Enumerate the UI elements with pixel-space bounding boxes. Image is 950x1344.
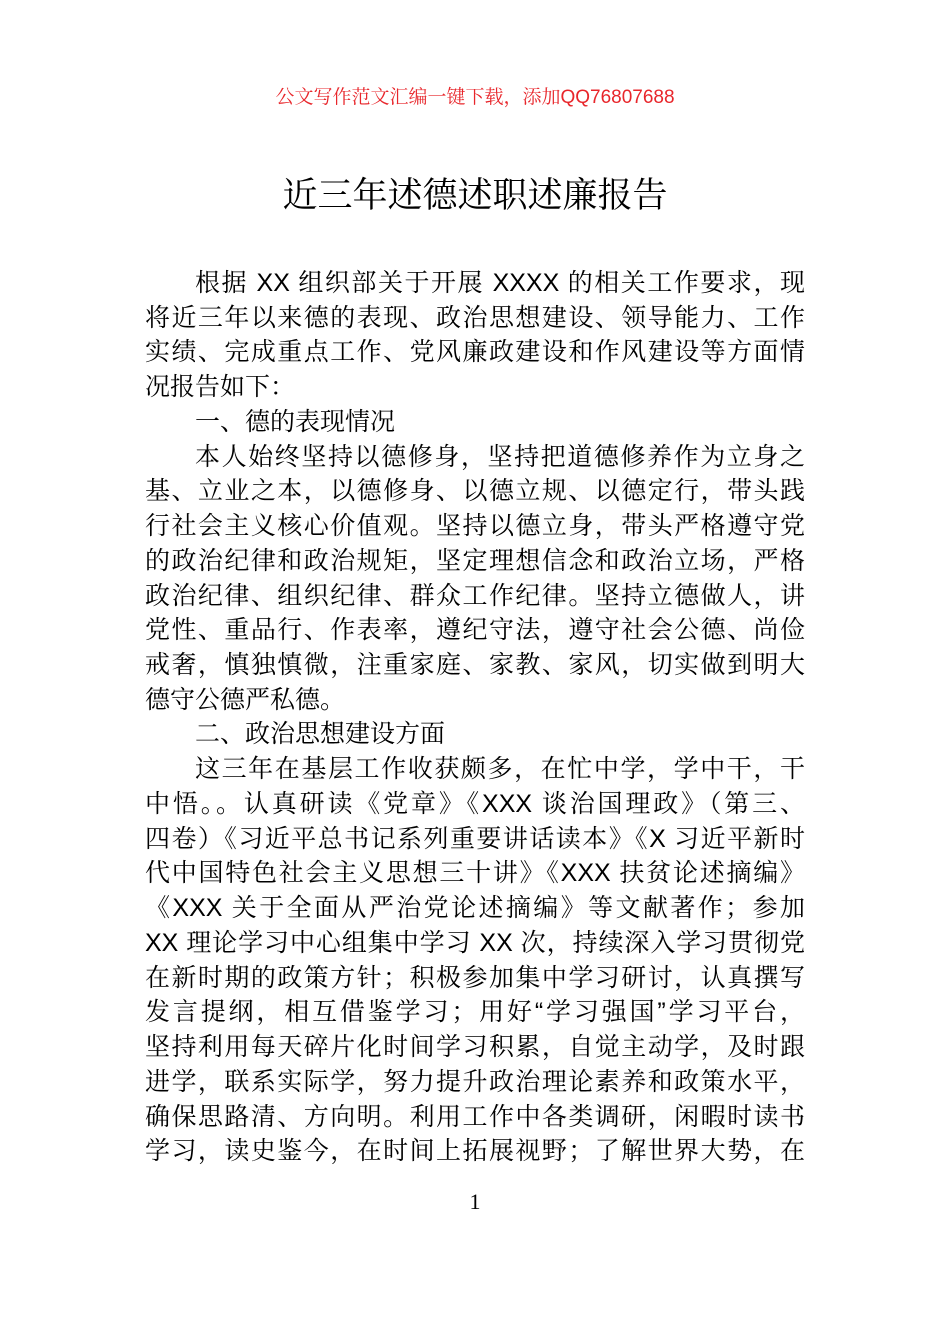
paragraph-line: XX 理论学习中心组集中学习 XX 次，持续深入学习贯彻党: [145, 928, 805, 957]
paragraph-line: 根据 XX 组织部关于开展 XXXX 的相关工作要求，现: [195, 269, 805, 297]
section-heading: 二、政治思想建设方面: [195, 720, 446, 749]
paragraph-line: 《XXX 关于全面从严治党论述摘编》等文献著作；参加: [145, 894, 805, 923]
paragraph-line: 基、立业之本，以德修身、以德立规、以德定行，带头践: [145, 477, 805, 506]
paragraph-line: 代中国特色社会主义思想三十讲》《XXX 扶贫论述摘编》: [145, 859, 805, 888]
paragraph-line: 政治纪律、组织纪律、群众工作纪律。坚持立德做人，讲: [145, 581, 805, 610]
paragraph-line: 确保思路清、方向明。利用工作中各类调研，闲暇时读书: [145, 1102, 805, 1131]
section-heading: 一、德的表现情况: [195, 407, 396, 436]
paragraph-line: 进学，联系实际学，努力提升政治理论素养和政策水平，: [145, 1067, 805, 1096]
paragraph-line: 况报告如下：: [145, 373, 296, 402]
paragraph-line: 德守公德严私德。: [145, 685, 346, 714]
paragraph-line: 这三年在基层工作收获颇多，在忙中学，学中干，干: [195, 755, 805, 784]
paragraph-line: 学习，读史鉴今，在时间上拓展视野；了解世界大势，在: [145, 1137, 805, 1166]
paragraph-line: 实绩、完成重点工作、党风廉政建设和作风建设等方面情: [145, 338, 805, 367]
paragraph-line: 本人始终坚持以德修身，坚持把道德修养作为立身之: [195, 442, 805, 471]
paragraph-line: 发言提纲，相互借鉴学习；用好“学习强国”学习平台，: [145, 998, 805, 1027]
paragraph-line: 坚持利用每天碎片化时间学习积累，自觉主动学，及时跟: [145, 1033, 805, 1062]
paragraph-line: 的政治纪律和政治规矩，坚定理想信念和政治立场，严格: [145, 546, 805, 575]
paragraph-line: 行社会主义核心价值观。坚持以德立身，带头严格遵守党: [145, 512, 805, 541]
page-number: 1: [469, 1189, 481, 1214]
paragraph-line: 戒奢，慎独慎微，注重家庭、家教、家风，切实做到明大: [145, 651, 805, 680]
download-banner: 公文写作范文汇编一键下载，添加QQ76807688: [275, 87, 675, 108]
paragraph-line: 党性、重品行、作表率，遵纪守法，遵守社会公德、尚俭: [145, 616, 805, 645]
paragraph-line: 四卷）《习近平总书记系列重要讲话读本》《X 习近平新时: [145, 824, 805, 853]
paragraph-line: 在新时期的政策方针；积极参加集中学习研讨，认真撰写: [145, 963, 805, 992]
paragraph-line: 将近三年以来德的表现、政治思想建设、领导能力、工作: [145, 303, 805, 332]
document-title: 近三年述德述职述廉报告: [282, 176, 668, 215]
paragraph-line: 中悟。。认真研读《党章》《XXX 谈治国理政》（第三、: [145, 789, 805, 818]
